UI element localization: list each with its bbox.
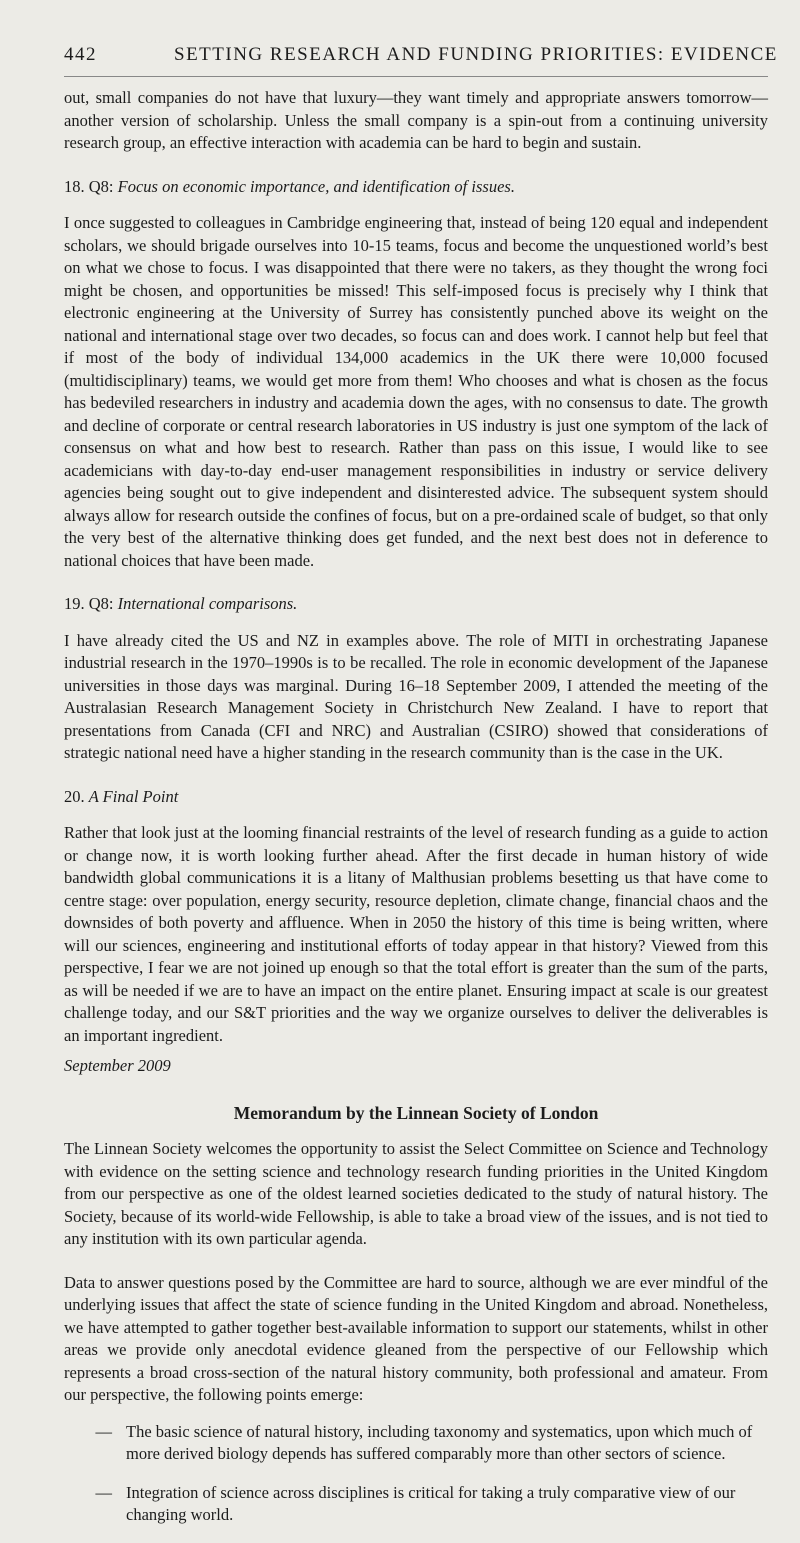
section-18-title: Focus on economic importance, and identification of issues. [117,176,515,196]
section-19-text: I have already cited the US and NZ in examples above. The role of MITI in orchestrating Japanese industrial research in the 1970–1990s is to be recalled. The role in economic development of the Japanese universities in those days was marginal. During 16–18 September 2009, I attended the meeting of the Australasian Research Management Society in Christchurch New Zealand. I have to report that presentations from Canada (CFI and NRC) and Australian (CSIRO) showed that considerations of strategic national need have a higher standing in the research community than is the case in the UK. [64,630,768,762]
list-item-text: Integration of science across disciplines is critical for taking a truly comparative view of our changing world. [126,1482,736,1524]
page-number: 442 [64,44,97,65]
memorandum-paragraph-2: Data to answer questions posed by the Committee are hard to source, although we are ever mindful of the underlying issues that affect the state of science funding in the United Kingdom and abroad. Nonetheless, we have attempted to gather together best-available information to support our statements, whilst in other areas we provide only anecdotal evidence gleaned from the perspective of our Fellowship which represents a broad cross-section of the natural history community, both professional and amateur. From our perspective, the following points emerge: [64,1272,768,1404]
section-20-number: 20. [64,786,85,806]
section-20-text: Rather that look just at the looming financial restraints of the level of research funding as a guide to action or change now, it is worth looking further ahead. After the first decade in human history of wide bandwidth global communications it is a litany of Malthusian problems besetting us that have come to centre stage: over population, energy security, resource depletion, climate change, financial chaos and the downsides of both poverty and affluence. When in 2050 the history of this time is being written, where will our sciences, engineering and institutional efforts of today appear in that history? Viewed from this perspective, I fear we are not joined up enough so that the total effort is greater than the sum of the parts, as will be needed if we are to have an impact on the entire planet. Ensuring impact at scale is our greatest challenge today, and our S&T priorities and the way we organize ourselves to deliver the deliverables is an important ingredient. [64,823,768,1045]
section-18-number: 18. Q8: [64,176,114,196]
header-rule [64,76,768,77]
running-header [64,44,778,66]
section-19-title: International comparisons. [117,594,298,613]
section-18-heading [64,176,768,199]
section-18-text: I once suggested to colleagues in Cambridge engineering that, instead of being 120 equal and independent scholars, we should brigade ourselves into 10-15 teams, focus and become the unquestioned world’s best on what we chose to focus. I was disappointed that there were no takers, as they thought the wrong foci might be chosen, and opportunities be missed! This self-imposed focus is precisely why I think that electronic engineering at the University of Surrey has consistently punched above its weight on the national and international stage over two decades, so focus can and does work. I cannot help but feel that if most of the body of individual 134,000 academics in the UK there were 10,000 focused (multidisciplinary) teams, we would get more from them! Who chooses and what is chosen as the focus has bedeviled researchers in industry and academia down the ages, with no consensus to date. The growth and decline of corporate or central research laboratories in US industry is just one symptom of the lack of consensus on what and how best to research. Rather than pass on this issue, I would like to see academicians with day-to-day end-user management responsibilities in industry or service delivery agencies being sought out to give independent and disinterested advice. The subsequent system should always allow for research outside the confines of focus, but on a pre-ordained scale of budget, so that only the very best of the alternative thinking does get funded, and the next best does not in deference to national choices that have been made. [64,213,768,570]
section-19-heading [64,593,768,616]
section-19-number: 19. Q8: [64,594,114,613]
list-item [64,1421,768,1466]
document-body [64,87,768,1543]
dash-marker: — [95,1421,112,1441]
list-item-text: The basic science of natural history, including taxonomy and systematics, upon which much of more derived biology depends has suffered comparably more than other sectors of science. [126,1421,753,1463]
list-item [64,1482,768,1527]
memorandum-title: Memorandum by the Linnean Society of London [233,1102,599,1123]
running-title: SETTING RESEARCH AND FUNDING PRIORITIES: EVIDENCE [174,44,778,65]
intro-paragraph: out, small companies do not have that luxury—they want timely and appropriate answers tomorrow—another version of scholarship. Unless the small company is a spin-out from a continuing university research group, an effective interaction with academia can be hard to begin and sustain. [64,88,768,152]
section-20-heading [64,786,768,809]
section-20-title: A Final Point [88,786,179,806]
memorandum-paragraph-1: The Linnean Society welcomes the opportunity to assist the Select Committee on Science and Technology with evidence on the setting science and technology research funding priorities in the United Kingdom from our perspective as one of the oldest learned societies dedicated to the study of natural history. The Society, because of its world-wide Fellowship, is able to take a broad view of the issues, and is not tied to any institution with its own particular agenda. [64,1139,768,1248]
date-line: September 2009 [64,1056,171,1075]
dash-marker: — [95,1482,112,1502]
